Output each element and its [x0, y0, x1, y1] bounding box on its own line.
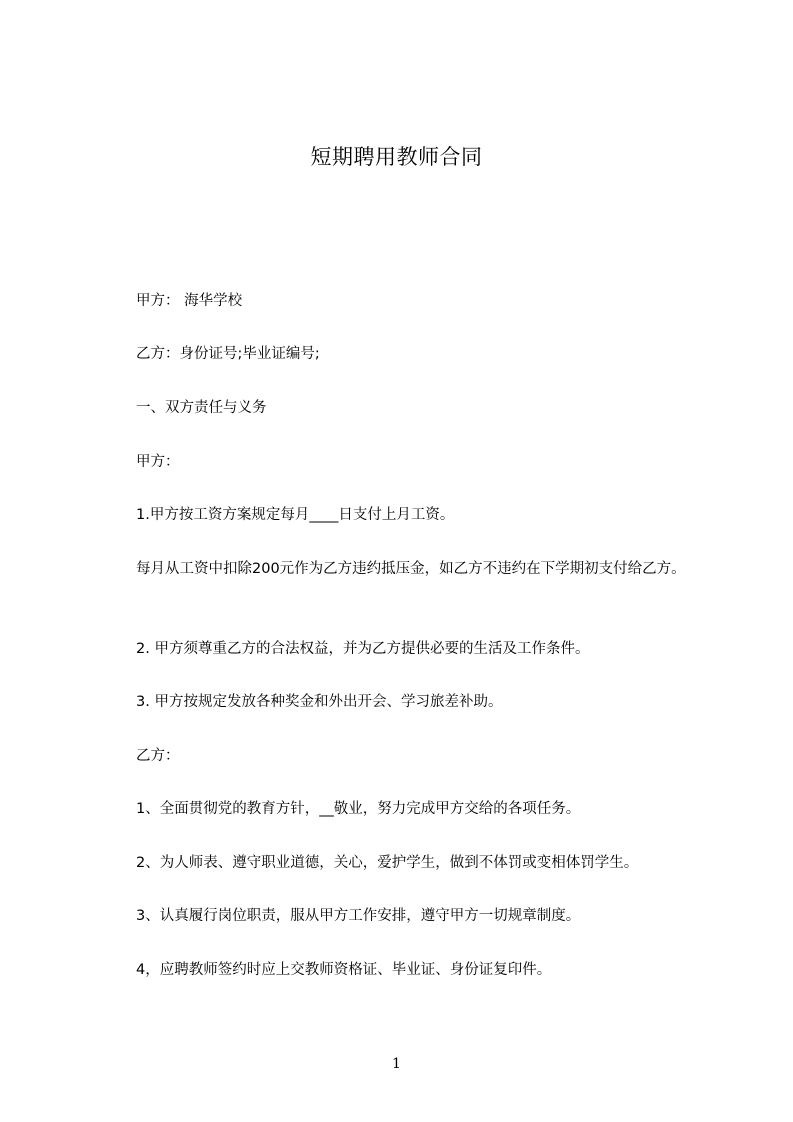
- party-b-line: 乙方：身份证号;毕业证编号;: [136, 346, 320, 362]
- party-b-clause-4: 4，应聘教师签约时应上交教师资格证、毕业证、身份证复印件。: [136, 962, 552, 978]
- party-a-clause-2: 2. 甲方须尊重乙方的合法权益，并为乙方提供必要的生活及工作条件。: [136, 641, 590, 657]
- document-title: 短期聘用教师合同: [310, 145, 483, 169]
- party-b-clause-1: 1、全面贯彻党的教育方针，__敬业，努力完成甲方交给的各项任务。: [136, 801, 581, 817]
- party-a-clause-1: 1.甲方按工资方案规定每月____日支付上月工资。: [136, 507, 455, 523]
- party-b-clause-3: 3、认真履行岗位职责，服从甲方工作安排，遵守甲方一切规章制度。: [136, 908, 581, 924]
- page-number: 1: [392, 1056, 401, 1072]
- section-heading-responsibilities: 一、双方责任与义务: [136, 400, 267, 416]
- party-b-clause-2: 2、为人师表、遵守职业道德，关心，爱护学生，做到不体罚或变相体罚学生。: [136, 855, 639, 871]
- party-a-line: 甲方： 海华学校: [136, 293, 243, 309]
- party-a-clause-3: 3. 甲方按规定发放各种奖金和外出开会、学习旅差补助。: [136, 694, 503, 710]
- party-a-subheading: 甲方：: [136, 454, 180, 470]
- party-b-subheading: 乙方：: [136, 748, 180, 764]
- deposit-paragraph: 每月从工资中扣除200元作为乙方违约抵压金，如乙方不违约在下学期初支付给乙方。: [136, 561, 686, 577]
